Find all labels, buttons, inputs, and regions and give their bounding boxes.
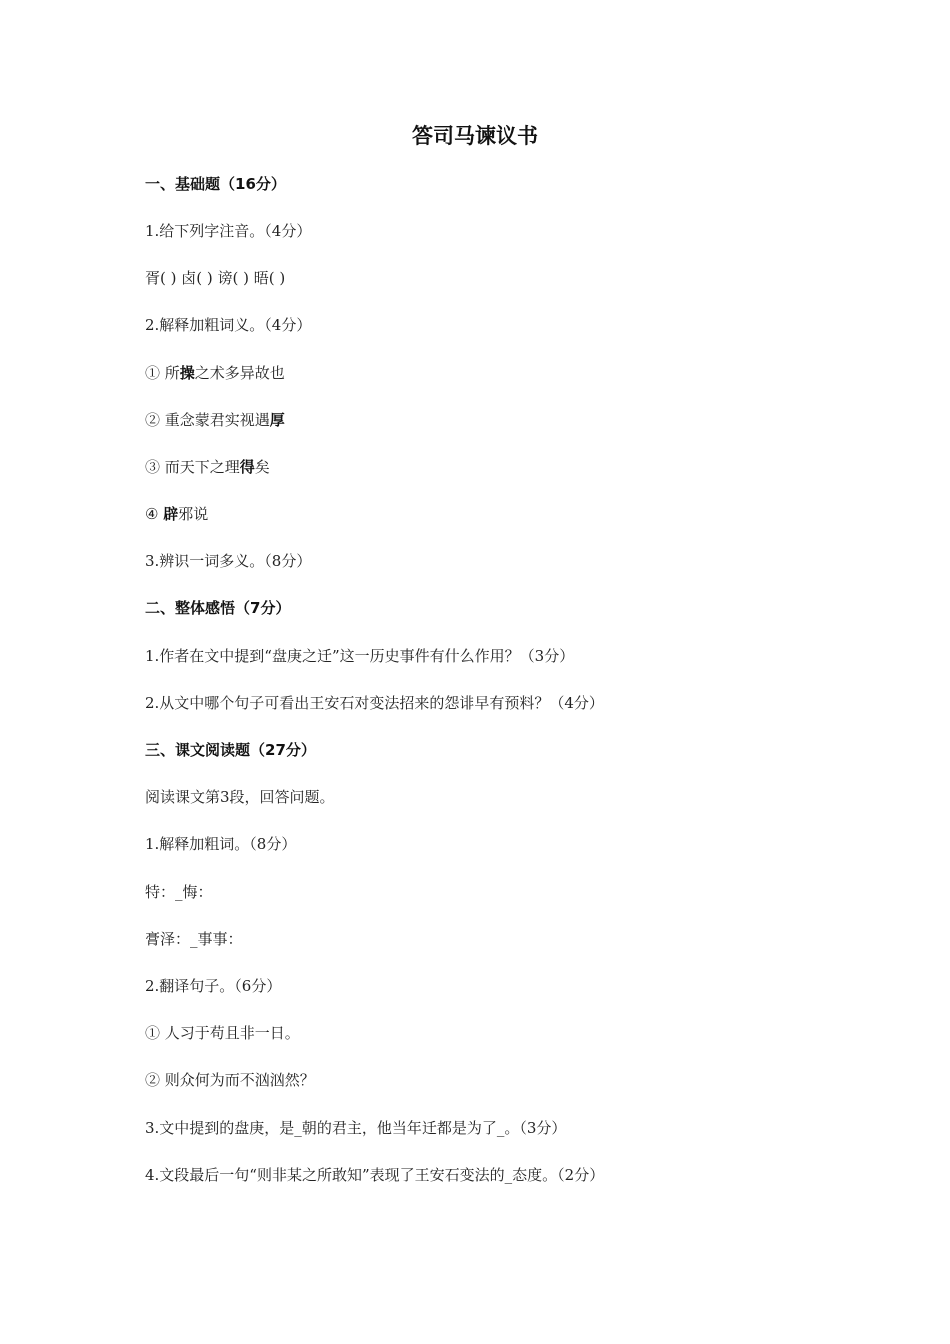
item-text: 邪说 bbox=[178, 505, 209, 523]
section-heading-reading: 三、课文阅读题（27分） bbox=[145, 741, 316, 759]
section-heading-basic: 一、基础题（16分） bbox=[145, 175, 286, 193]
question-pinyin: 1.给下列字注音。（4分） bbox=[145, 222, 312, 240]
document-title: 答司马谏议书 bbox=[412, 124, 538, 148]
question-translate: 2.翻译句子。（6分） bbox=[145, 977, 282, 995]
item-text: ② 重念蒙君实视遇 bbox=[145, 411, 270, 429]
bold-word: 得 bbox=[239, 458, 255, 476]
pinyin-items: 胥( ) 卤( ) 谤( ) 晤( ) bbox=[145, 269, 286, 287]
reading-intro: 阅读课文第3段，回答问题。 bbox=[145, 788, 335, 806]
item-text: ① 所 bbox=[145, 364, 180, 382]
question-polysemy: 3.辨识一词多义。（8分） bbox=[145, 552, 312, 570]
word-item-1: 特：_悔： bbox=[145, 883, 213, 901]
question-explain-bold: 2.解释加粗词义。（4分） bbox=[145, 316, 312, 334]
section-heading-overall: 二、整体感悟（7分） bbox=[145, 599, 291, 617]
explain-item-1 bbox=[145, 362, 845, 384]
translate-item-1: ① 人习于苟且非一日。 bbox=[145, 1024, 300, 1042]
explain-item-2 bbox=[145, 409, 845, 431]
item-text: ③ 而天下之理 bbox=[145, 458, 240, 476]
word-item-2: 膏泽：_事事： bbox=[145, 930, 243, 948]
bold-word: 厚 bbox=[269, 411, 285, 429]
bold-word: 辟 bbox=[163, 505, 179, 523]
item-text: ④ bbox=[145, 505, 164, 523]
question-explain-words: 1.解释加粗词。（8分） bbox=[145, 835, 297, 853]
question-pangeng-effect: 1.作者在文中提到“盘庚之迁”这一历史事件有什么作用？（3分） bbox=[145, 647, 575, 665]
translate-item-2: ② 则众何为而不汹汹然？ bbox=[145, 1071, 315, 1089]
explain-item-3 bbox=[145, 456, 845, 478]
explain-item-4 bbox=[145, 503, 845, 525]
question-pangeng-dynasty: 3.文中提到的盘庚，是_朝的君主，他当年迁都是为了_。（3分） bbox=[145, 1119, 567, 1137]
bold-word: 操 bbox=[179, 364, 195, 382]
item-text: 矣 bbox=[254, 458, 270, 476]
question-attitude: 4.文段最后一句“则非某之所敢知”表现了王安石变法的_态度。（2分） bbox=[145, 1166, 605, 1184]
item-text: 之术多异故也 bbox=[194, 364, 285, 382]
question-anticipation: 2.从文中哪个句子可看出王安石对变法招来的怨诽早有预料？（4分） bbox=[145, 694, 604, 712]
